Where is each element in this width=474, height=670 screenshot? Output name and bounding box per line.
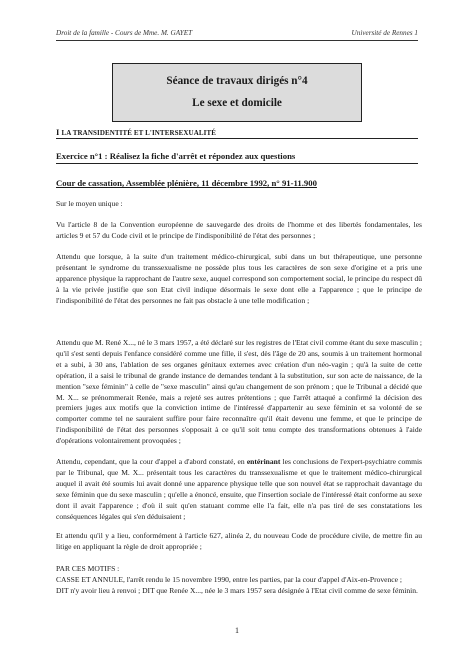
section-number: I — [56, 127, 62, 137]
operative-line: DIT n'y avoir lieu à renvoi ; DIT que Renée X..., née le 3 mars 1957 sera désignée à l'Etat civil comme de sexe féminin. — [56, 585, 418, 595]
decision-reference: Cour de cassation, Assemblée plénière, 11 décembre 1992, n° 91-11.900 — [56, 178, 317, 188]
operative-heading: PAR CES MOTIFS : — [56, 564, 120, 573]
title-box — [112, 63, 362, 122]
paragraph: Vu l'article 8 de la Convention européenne de sauvegarde des droits de l'homme et des libertés fondamentales, les articles 9 et 57 du Code civil et le principe de l'indisponibilité de l'état des personnes ; — [56, 220, 422, 240]
paragraph: Attendu que M. René X..., né le 3 mars 1957, a été déclaré sur les registres de l'Etat civil comme étant du sexe masculin ; qu'il s'est senti depuis l'enfance considéré comme une fille, il s'est, dès l'âge de 20 ans, soumis à un traitement hormonal et a subi, à 30 ans, l'ablation de ses organes génitaux externes avec création d'un néo-vagin ; qu'à la suite de cette opération, il a saisi le tribunal de grande instance de demandes tendant à la substitution, sur son acte de naissance, de la mention "sexe féminin" à celle de "sexe masculin" ainsi qu'au changement de son prénom ; que le Tribunal a décidé que M. X... se prénommerait Renée, mais a rejeté ses autres prétentions ; que l'arrêt attaqué a confirmé la décision des premiers juges aux motifs que la conviction intime de l'intéressé d'appartenir au sexe féminin et sa volonté de se comporter comme tel ne sauraient suffire pour faire reconnaître qu'il était devenu une femme, et que le principe de l'indisponibilité de l'état des personnes s'opposait à ce qu'il soit tenu compte des transformations obtenues à l'aide d'opérations volontairement provoquées ; — [56, 338, 423, 446]
paragraph-text: Attendu, cependant, que la cour d'appel a d'abord constaté, en — [56, 457, 247, 466]
header-course: Droit de la famille - Cours de Mme. M. GAYET — [56, 29, 193, 37]
paragraph-text: les conclusions de l'expert-psychiatre commis par le Tribunal, que M. X... présentait tous les caractères du transsexualisme et que le traitement médico-chirurgical auquel il avait été soumis lui avait donné une apparence physique telle que son nouvel état se rapprochait davantage du sexe féminin que du sexe masculin ; qu'elle a énoncé, ensuite, que l'insertion sociale de l'intéressé était conforme au sexe dont il avait l'apparence ; d'où il suit qu'en statuant comme elle l'a fait, elle n'a pas tiré de ses constatations les conséquences légales qui s'en déduisaient ; — [56, 457, 422, 521]
exercise-heading: Exercice n°1 : Réalisez la fiche d'arrêt et répondez aux questions — [56, 151, 418, 164]
paragraph: Sur le moyen unique : — [56, 199, 123, 208]
session-title: Séance de travaux dirigés n°4 — [166, 75, 308, 87]
section-heading — [56, 127, 418, 139]
operative-part — [56, 564, 422, 597]
page-number: 1 — [235, 626, 239, 635]
session-subtitle: Le sexe et domicile — [192, 97, 282, 109]
paragraph: Attendu que lorsque, à la suite d'un traitement médico-chirurgical, subi dans un but thérapeutique, une personne présentant le syndrome du transsexualisme ne possède plus tous les caractères de son sexe d'origine et a pris une apparence physique la rapprochant de l'autre sexe, auquel correspond son comportement social, le principe du respect dû à la vie privée justifie que son Etat civil indique désormais le sexe dont elle a l'apparence ; que le principe de l'indisponibilité de l'état des personnes ne fait pas obstacle à une telle modification ; — [56, 252, 422, 305]
header-divider — [56, 40, 418, 41]
section-title: LA TRANSIDENTITÉ ET L'INTERSEXUALITÉ — [61, 129, 216, 137]
operative-line: CASSE ET ANNULE, l'arrêt rendu le 15 novembre 1990, entre les parties, par la cour d'appel d'Aix-en-Provence ; — [56, 574, 402, 584]
paragraph — [56, 457, 422, 522]
bold-term: entérinant — [246, 457, 281, 466]
paragraph: Et attendu qu'il y a lieu, conformément à l'article 627, alinéa 2, du nouveau Code de procédure civile, de mettre fin au litige en appliquant la règle de droit appropriée ; — [56, 531, 422, 551]
header-university: Université de Rennes 1 — [351, 29, 418, 37]
